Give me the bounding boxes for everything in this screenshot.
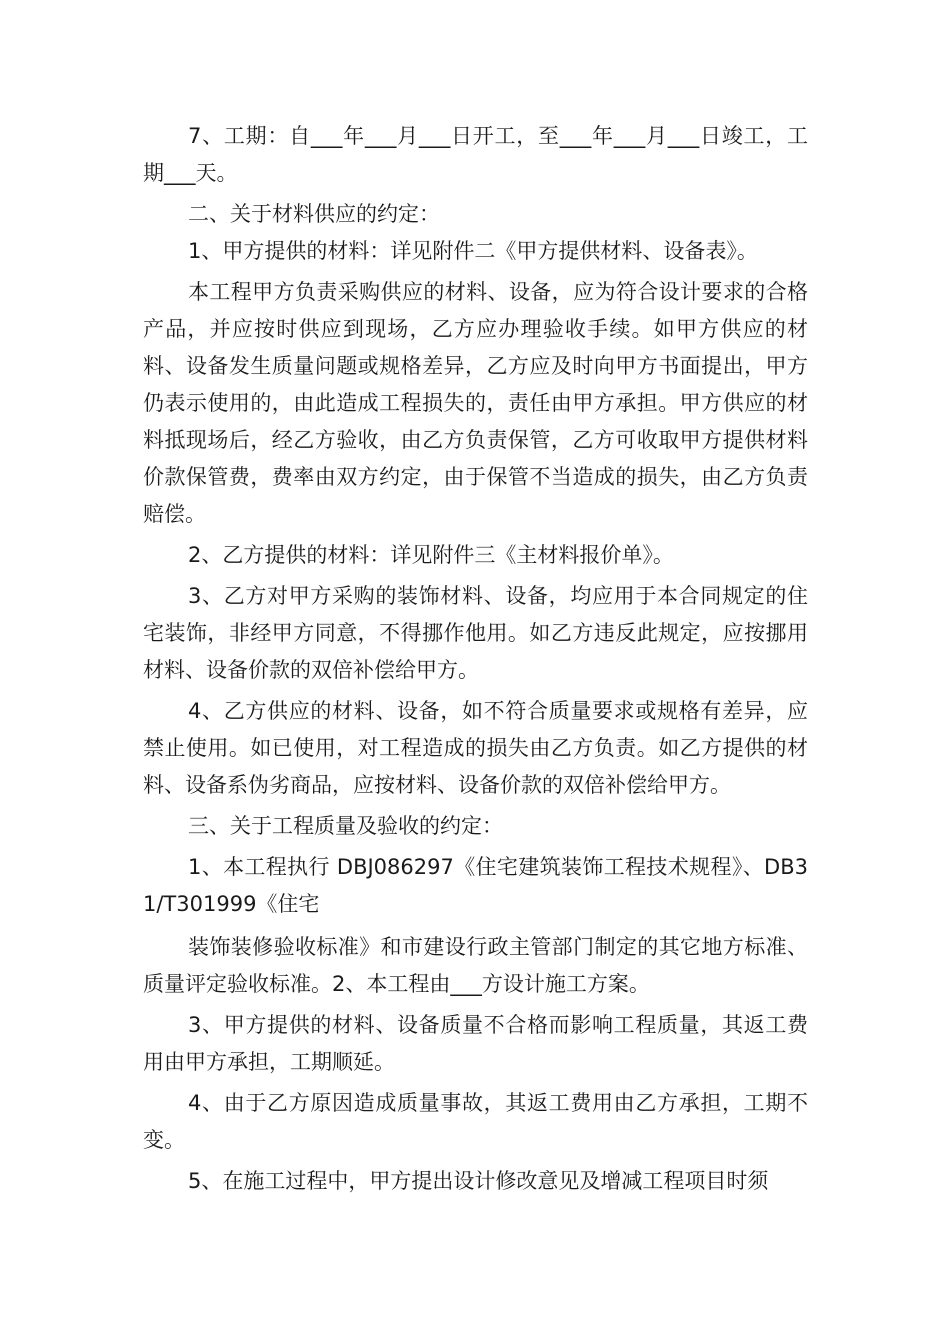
paragraph-rework-party-b: 4、由于乙方原因造成质量事故，其返工费用由乙方承担，工期不变。 [143,1091,808,1152]
paragraph-standards-line1: 1、本工程执行 DBJ086297《住宅建筑装饰工程技术规程》、DB31/T301999《住宅 [143,855,808,916]
paragraph-schedule: 7、工期：自___年___月___日开工，至___年___月___日竣工，工期___天。 [143,124,808,185]
paragraph-design-changes: 5、在施工过程中，甲方提出设计修改意见及增减工程项目时须 [188,1169,769,1193]
paragraph-standards-line2: 装饰装修验收标准》和市建设行政主管部门制定的其它地方标准、质量评定验收标准。2、本工程由___方设计施工方案。 [143,935,808,996]
paragraph-party-b-materials: 2、乙方提供的材料：详见附件三《主材料报价单》。 [188,543,674,567]
paragraph-substandard-materials: 4、乙方供应的材料、设备，如不符合质量要求或规格有差异，应禁止使用。如已使用，对工程造成的损失由乙方负责。如乙方提供的材料、设备系伪劣商品，应按材料、设备价款的双倍补偿给甲方。 [143,699,808,797]
section-heading-quality-acceptance: 三、关于工程质量及验收的约定： [188,814,503,838]
paragraph-party-a-procurement: 本工程甲方负责采购供应的材料、设备，应为符合设计要求的合格产品，并应按时供应到现场，乙方应办理验收手续。如甲方供应的材料、设备发生质量问题或规格差异，乙方应及时向甲方书面提出，甲方仍表示使用的，由此造成工程损失的，责任由甲方承担。甲方供应的材料抵现场后，经乙方验收，由乙方负责保管，乙方可收取甲方提供材料价款保管费，费率由双方约定，由于保管不当造成的损失，由乙方负责赔偿。 [143,280,808,526]
document-body [143,118,808,1200]
paragraph-misuse-clause: 3、乙方对甲方采购的装饰材料、设备，均应用于本合同规定的住宅装饰，非经甲方同意，不得挪作他用。如乙方违反此规定，应按挪用材料、设备价款的双倍补偿给甲方。 [143,584,808,682]
paragraph-rework-party-a: 3、甲方提供的材料、设备质量不合格而影响工程质量，其返工费用由甲方承担，工期顺延。 [143,1013,808,1074]
paragraph-party-a-materials: 1、甲方提供的材料：详见附件二《甲方提供材料、设备表》。 [188,239,758,263]
section-heading-material-supply: 二、关于材料供应的约定： [188,202,440,226]
